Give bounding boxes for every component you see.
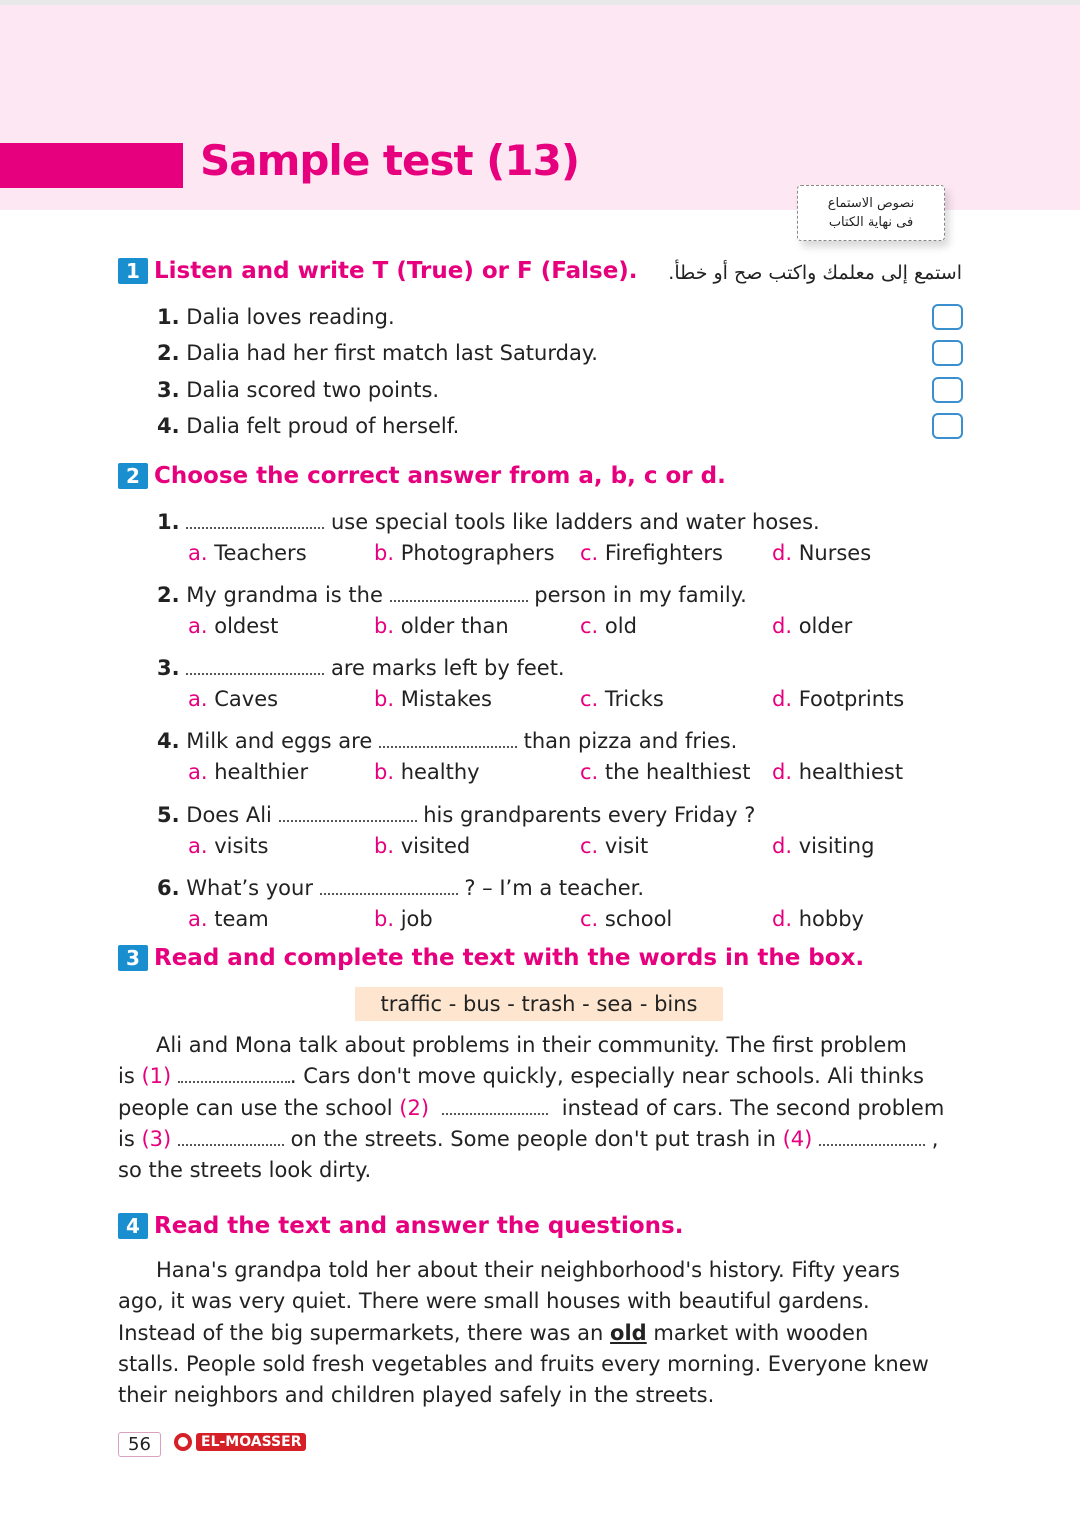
arabic-instruction: استمع إلى معلمك واكتب صح أو خطأ. xyxy=(668,262,962,284)
answer-option[interactable]: b. visited xyxy=(374,834,471,858)
text-line: ago, it was very quiet. There were small houses with beautiful gardens. xyxy=(118,1289,870,1314)
section-number: 3 xyxy=(118,945,148,971)
answer-blank[interactable] xyxy=(279,804,417,822)
blank-number: (1) xyxy=(141,1064,172,1089)
page-title: Sample test (13) xyxy=(200,136,580,185)
blank-number: (3) xyxy=(141,1126,172,1151)
word-box: traffic - bus - trash - sea - bins xyxy=(355,987,723,1021)
section-title: Listen and write T (True) or F (False). xyxy=(154,258,638,284)
answer-option[interactable]: d. Footprints xyxy=(772,687,905,711)
blank-4[interactable] xyxy=(819,1128,925,1146)
section-number: 4 xyxy=(118,1213,148,1239)
answer-option[interactable]: d. healthiest xyxy=(772,760,904,784)
blank-number: (2) xyxy=(399,1095,430,1120)
section-title: Read the text and answer the questions. xyxy=(154,1213,684,1239)
text-line: Ali and Mona talk about problems in their community. The first problem xyxy=(156,1033,907,1057)
answer-option[interactable]: c. visit xyxy=(580,834,649,858)
answer-option[interactable]: b. older than xyxy=(374,614,509,638)
answer-blank[interactable] xyxy=(186,657,324,675)
answer-option[interactable]: c. Tricks xyxy=(580,687,664,711)
listening-note xyxy=(797,185,945,241)
statement-item: 4. Dalia felt proud of herself. xyxy=(157,414,460,438)
answer-option[interactable]: d. older xyxy=(772,614,853,638)
answer-option[interactable]: b. healthy xyxy=(374,760,480,784)
statement-item: 3. Dalia scored two points. xyxy=(157,378,440,402)
answer-option[interactable]: a. Teachers xyxy=(188,541,307,565)
blank-number: (4) xyxy=(782,1126,813,1151)
section-2-heading xyxy=(118,463,726,489)
answer-option[interactable]: c. the healthiest xyxy=(580,760,751,784)
question: 3. are marks left by feet. xyxy=(157,656,565,680)
section-4-heading xyxy=(118,1213,683,1239)
section-number: 1 xyxy=(118,258,148,284)
text-line: stalls. People sold fresh vegetables and fruits every morning. Everyone knew xyxy=(118,1351,929,1376)
answer-checkbox[interactable] xyxy=(932,377,963,403)
answer-option[interactable]: a. healthier xyxy=(188,760,309,784)
answer-option[interactable]: d. hobby xyxy=(772,907,864,931)
answer-option[interactable]: a. Caves xyxy=(188,687,279,711)
note-line: فى نهاية الكتاب xyxy=(828,215,914,230)
answer-option[interactable]: c. old xyxy=(580,614,637,638)
answer-checkbox[interactable] xyxy=(932,413,963,439)
section-number: 2 xyxy=(118,463,148,489)
answer-blank[interactable] xyxy=(320,877,458,895)
logo-text: EL-MOASSER xyxy=(196,1433,306,1451)
note-line: نصوص الاستماع xyxy=(827,196,915,211)
section-title: Choose the correct answer from a, b, c or d. xyxy=(154,463,726,489)
completion-text: Ali and Mona talk about problems in their community. The first problem is (1) . Cars don't move quickly, especially near schools. Ali thinks people can use the school (2) instead of cars. The second problem is (3) on the streets. Some people don't put trash in (4) , so the streets look dirty. xyxy=(118,1030,968,1186)
answer-blank[interactable] xyxy=(186,511,324,529)
answer-blank[interactable] xyxy=(390,584,528,602)
page-number: 56 xyxy=(118,1432,161,1457)
reading-passage: Hana's grandpa told her about their neighborhood's history. Fifty years ago, it was very quiet. There were small houses with beautiful gardens. Instead of the big supermarkets, there was an old market with wooden stalls. People sold fresh vegetables and fruits every morning. Everyone knew their neighbors and children played safely in the streets. xyxy=(118,1255,968,1411)
question: 2. My grandma is the person in my family. xyxy=(157,583,747,607)
statement-item: 1. Dalia loves reading. xyxy=(157,305,395,329)
answer-option[interactable]: c. school xyxy=(580,907,673,931)
text-line: Hana's grandpa told her about their neighborhood's history. Fifty years xyxy=(156,1258,900,1282)
underlined-word: old xyxy=(610,1320,647,1345)
answer-option[interactable]: b. job xyxy=(374,907,433,931)
section-1-heading xyxy=(118,258,638,284)
answer-option[interactable]: a. oldest xyxy=(188,614,279,638)
answer-checkbox[interactable] xyxy=(932,304,963,330)
blank-3[interactable] xyxy=(178,1128,284,1146)
answer-checkbox[interactable] xyxy=(932,340,963,366)
answer-option[interactable]: d. Nurses xyxy=(772,541,872,565)
question: 1. use special tools like ladders and water hoses. xyxy=(157,510,820,534)
question: 5. Does Ali his grandparents every Friday ? xyxy=(157,803,756,827)
blank-2[interactable] xyxy=(442,1097,548,1115)
title-accent-bar xyxy=(0,143,183,188)
text-line: their neighbors and children played safely in the streets. xyxy=(118,1383,715,1408)
statement-item: 2. Dalia had her first match last Saturday. xyxy=(157,341,598,365)
blank-1[interactable] xyxy=(178,1065,290,1083)
answer-option[interactable]: b. Mistakes xyxy=(374,687,492,711)
section-3-heading xyxy=(118,945,864,971)
question: 4. Milk and eggs are than pizza and fries. xyxy=(157,729,738,753)
answer-option[interactable]: a. team xyxy=(188,907,269,931)
question: 6. What’s your ? – I’m a teacher. xyxy=(157,876,645,900)
publisher-logo xyxy=(174,1433,306,1451)
section-title: Read and complete the text with the words in the box. xyxy=(154,945,865,971)
answer-option[interactable]: a. visits xyxy=(188,834,269,858)
text-line: so the streets look dirty. xyxy=(118,1158,372,1183)
logo-icon xyxy=(174,1433,192,1451)
answer-option[interactable]: b. Photographers xyxy=(374,541,555,565)
answer-option[interactable]: c. Firefighters xyxy=(580,541,723,565)
answer-option[interactable]: d. visiting xyxy=(772,834,875,858)
answer-blank[interactable] xyxy=(379,730,517,748)
